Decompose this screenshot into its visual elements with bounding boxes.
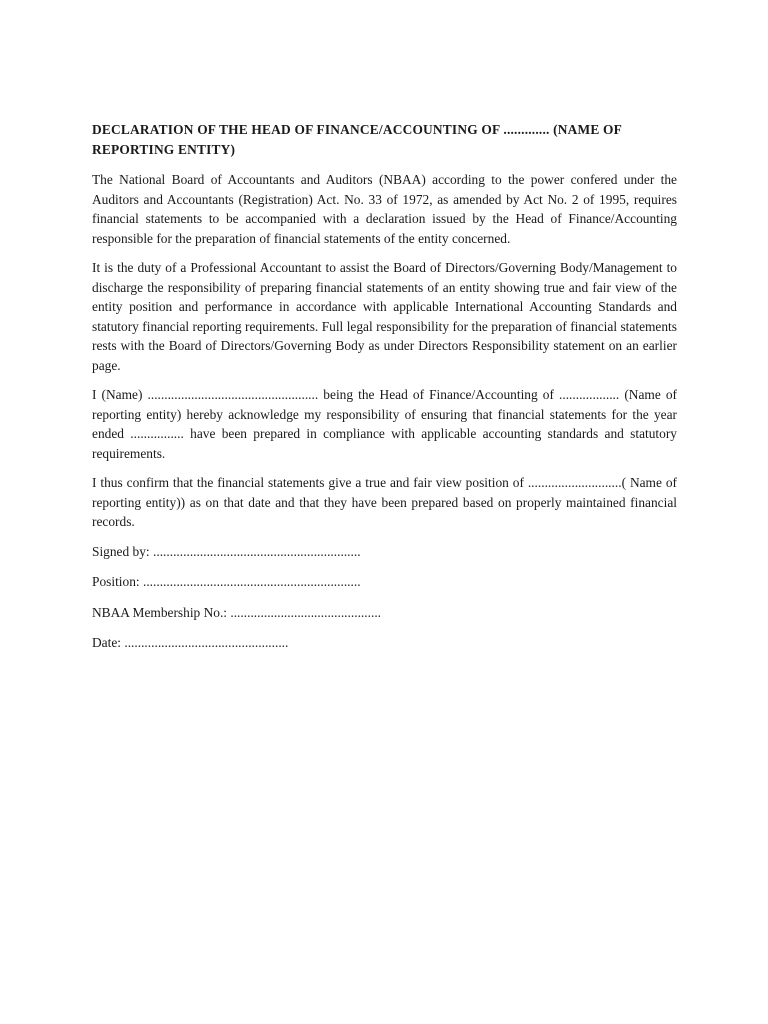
paragraph-confirmation: I thus confirm that the financial statements give a true and fair view position of ............................( Name of reporting entity)) as on that date and that they have been prepared based on properly maintained financial records. — [92, 475, 677, 529]
signed-by-line: Signed by: .............................................................. — [92, 543, 361, 559]
date-line: Date: ................................................. — [92, 635, 289, 650]
document-title: DECLARATION OF THE HEAD OF FINANCE/ACCOUNTING OF ............. (NAME OF REPORTING ENTITY) — [92, 122, 622, 157]
declaration-page — [92, 120, 677, 664]
paragraph-nbaa-requirement: The National Board of Accountants and Auditors (NBAA) according to the power confered under the Auditors and Accountants (Registration) Act. No. 33 of 1972, as amended by Act No. 2 of 1995, requires financial statements to be accompanied with a declaration issued by the Head of Finance/Accounting responsible for the preparation of financial statements of the entity concerned. — [92, 172, 677, 246]
membership-number-line: NBAA Membership No.: ............................................. — [92, 604, 382, 620]
position-line: Position: ................................................................. — [92, 574, 361, 589]
paragraph-accountant-duty: It is the duty of a Professional Accountant to assist the Board of Directors/Governing Body/Management to discharge the responsibility of preparing financial statements of an entity showing true and fair view of the entity position and performance in accordance with applicable International Accounting Standards and statutory financial reporting requirements. Full legal responsibility for the preparation of financial statements rests with the Board of Directors/Governing Body as under Directors Responsibility statement on an earlier page. — [92, 260, 677, 373]
paragraph-acknowledgement: I (Name) ................................................... being the Head of Finance/Accounting of .................. (Name of reporting entity) hereby acknowledge my responsibility of ensuring that financial statements for the year ended ................ have been prepared in compliance with applicable accounting standards and statutory requirements. — [92, 387, 677, 461]
